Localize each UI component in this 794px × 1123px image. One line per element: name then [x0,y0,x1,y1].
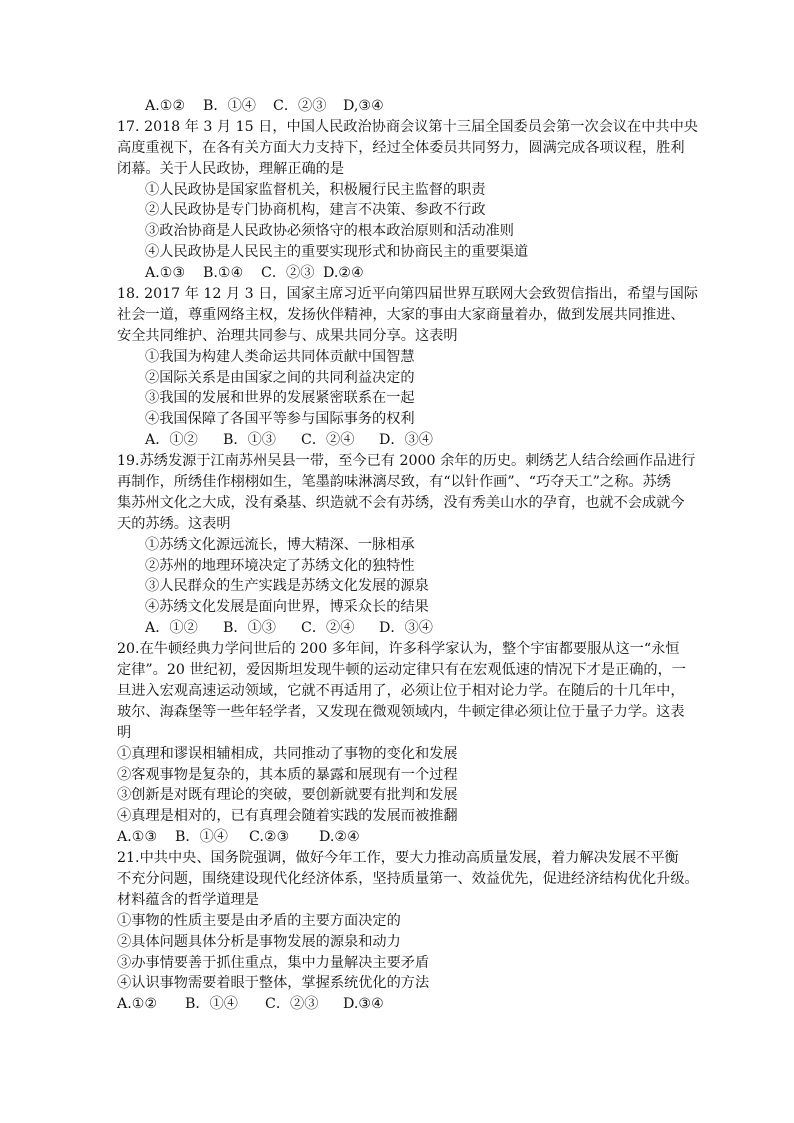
statement-option: ③政治协商是人民政协必须恪守的根本政治原则和活动准则 [145,223,514,240]
statement-option: ④真理是相对的，已有真理会随着实践的发展而被推翻 [117,808,458,825]
choice-c: C．②④ [301,432,355,449]
question-17 [117,117,698,284]
question-18 [117,284,698,451]
question-stem-line: 不充分问题，围绕建设现代化经济体系，坚持质量第一、效益优先，促进经济结构优化升级。 [117,870,699,887]
statement-option: ④认识事物需要着眼于整体，掌握系统优化的方法 [117,975,430,992]
question-stem-line: 集苏州文化之大成，没有桑基、织造就不会有苏绣，没有秀美山水的孕育，也就不会成就今 [117,494,685,511]
answer-choices [117,994,683,1015]
statement-option: ③创新是对既有理论的突破，要创新就要有批判和发展 [117,787,458,804]
question-stem-line: 21.中共中央、国务院强调，做好今年工作，要大力推动高质量发展，着力解决发展不平衡 [117,850,679,867]
statement-option: ①人民政协是国家监督机关，积极履行民主监督的职责 [145,181,486,198]
choice-b: B.①④ [203,265,244,282]
question-stem-line: 天的苏绣。这表明 [117,515,231,532]
statement-option: ③人民群众的生产实践是苏绣文化发展的源泉 [145,578,429,595]
statement-option: ②人民政协是专门协商机构，建言不决策、参政不行政 [145,202,486,219]
choice-a: A.①② [117,996,158,1013]
statement-option: ①事物的性质主要是由矛盾的主要方面决定的 [117,912,401,929]
question-stem-line: 20.在牛顿经典力学问世后的 200 多年间，许多科学家认为，整个宇宙都要服从这一“永恒 [117,641,680,658]
question-stem-line: 明 [117,724,132,741]
question-stem-line: 17. 2018 年 3 月 15 日，中国人民政治协商会议第十三届全国委员会第一次会议在中共中央 [117,118,698,135]
choice-a: A.①③ [117,829,158,846]
choice-c: C．②③ [265,996,319,1013]
choice-d: D．③④ [379,432,433,449]
choice-d: D.③④ [343,996,384,1013]
question-stem-line: 再制作，所绣佳作栩栩如生，笔墨韵味淋漓尽致，有“以针作画”、“巧夺天工”之称。苏绣 [117,474,671,491]
statement-option: ④苏绣文化发展是面向世界，博采众长的结果 [145,599,429,616]
choice-a: A.①③ [145,265,186,282]
question-stem-line: 定律”。20 世纪初，爱因斯坦发现牛顿的运动定律只有在宏观低速的情况下才是正确的，一 [117,662,686,679]
question-stem-line: 18. 2017 年 12 月 3 日，国家主席习近平向第四届世界互联网大会致贺信指出，希望与国际 [117,286,698,303]
question-21 [117,848,699,1015]
statement-option: ②苏州的地理环境决定了苏绣文化的独特性 [145,557,415,574]
question-stem-line: 旦进入宏观高速运动领域，它就不再适用了，必须让位于相对论力学。在随后的十几年中， [117,682,685,699]
choice-b: B．①③ [223,620,276,637]
question-stem-line: 闭幕。关于人民政协，理解正确的是 [117,160,345,177]
question-20 [117,639,686,848]
choice-c: C．②③ [261,265,315,282]
choice-c: C．②④ [301,620,355,637]
statement-option: ③办事情要善于抓住重点，集中力量解决主要矛盾 [117,954,430,971]
choice-b: B．①④ [203,98,256,114]
statement-option: ②具体问题具体分析是事物发展的源泉和动力 [117,933,401,950]
exam-page [117,96,699,1015]
question-stem-line: 社会一道，尊重网络主权，发扬伙伴精神，大家的事由大家商量着办，做到发展共同推进、 [117,306,685,323]
choice-b: B．①④ [185,996,238,1013]
question-stem-line: 安全共同维护、治理共同参与、成果共同分享。这表明 [117,327,458,344]
question-stem-line: 19.苏绣发源于江南苏州吴县一带，至今已有 2000 余年的历史。刺绣艺人结合绘画作品进行 [117,453,696,470]
choice-c: C.②③ [249,829,290,846]
statement-option: ④人民政协是人民民主的重要实现形式和协商民主的重要渠道 [145,244,529,261]
statement-option: ④我国保障了各国平等参与国际事务的权利 [145,411,415,428]
choice-a: A.①② [145,98,186,114]
choice-a: A．①② [145,432,198,449]
question-16-tail [117,96,683,117]
choice-d: D,③④ [343,98,384,114]
choice-a: A．①② [145,620,198,637]
choice-d: D.②④ [323,265,364,282]
answer-choices [117,827,683,848]
statement-option: ③我国的发展和世界的发展紧密联系在一起 [145,390,415,407]
choice-d: D．③④ [379,620,433,637]
answer-choices [117,430,683,451]
answer-choices [117,618,683,639]
choice-b: B．①③ [223,432,276,449]
statement-option: ①我国为构建人类命运共同体贡献中国智慧 [145,348,415,365]
answer-choices [117,263,683,284]
statement-option: ①真理和谬误相辅相成，共同推动了事物的变化和发展 [117,745,458,762]
statement-option: ②国际关系是由国家之间的共同利益决定的 [145,369,415,386]
question-stem-line: 高度重视下，在各有关方面大力支持下，经过全体委员共同努力，圆满完成各项议程，胜利 [117,139,685,156]
question-stem-line: 材料蕴含的哲学道理是 [117,891,259,908]
question-stem-line: 玻尔、海森堡等一些年轻学者，又发现在微观领域内，牛顿定律必须让位于量子力学。这表 [117,703,685,720]
statement-option: ②客观事物是复杂的，其本质的暴露和展现有一个过程 [117,766,458,783]
statement-option: ①苏绣文化源远流长，博大精深、一脉相承 [145,536,415,553]
answer-choices [117,96,683,117]
choice-d: D.②④ [319,829,360,846]
question-19 [117,451,696,639]
choice-b: B．①④ [175,829,228,846]
choice-c: C．②③ [273,98,327,114]
